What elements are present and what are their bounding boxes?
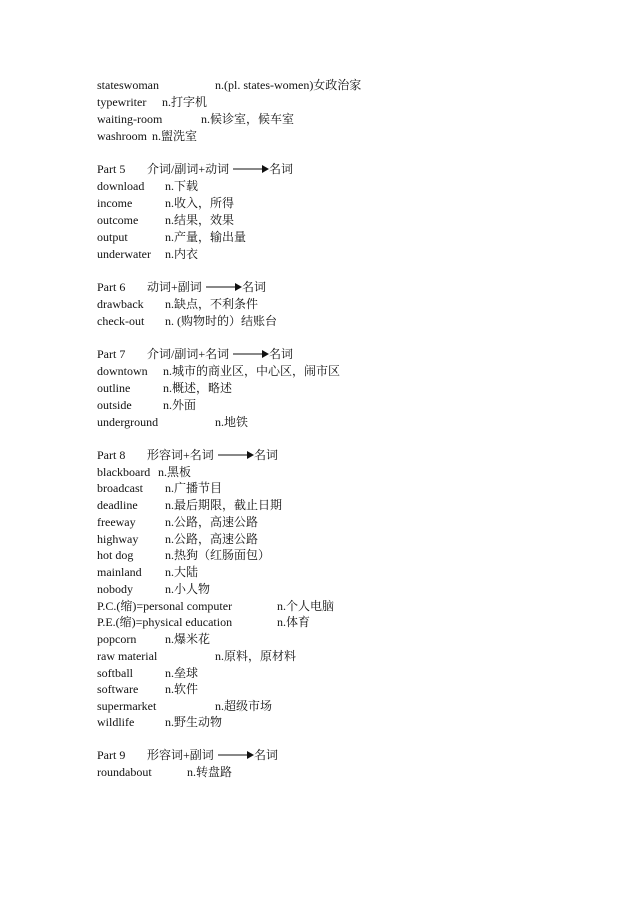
arrow-icon [206,282,242,292]
entry-term: freeway [97,515,136,529]
part-label: Part 8 [97,448,126,462]
part-result: 名词 [254,748,279,762]
entry-definition: n.热狗（红肠面包） [165,548,271,562]
part-heading [97,747,397,763]
entry-term: software [97,682,139,696]
entry-term: download [97,179,145,193]
entry-definition: n.野生动物 [165,715,223,729]
entry-term: underground [97,415,159,429]
entry-definition: n.盥洗室 [152,129,198,143]
entry-definition: n.打字机 [162,95,208,109]
entry-term: washroom [97,129,147,143]
part-formula: 形容词+名词 [147,448,214,462]
entry-definition: n.外面 [163,398,197,412]
part-label: Part 6 [97,280,126,294]
entry-term: outcome [97,213,139,227]
part-formula: 形容词+副词 [147,748,214,762]
entry-definition: n.转盘路 [187,765,233,779]
part-label: Part 9 [97,748,126,762]
entry-definition: n.产量，输出量 [165,230,247,244]
entry-definition: n.体育 [277,615,311,629]
entry-definition: n.个人电脑 [277,599,335,613]
entry-term: stateswoman [97,78,159,92]
part-formula: 动词+副词 [147,280,202,294]
part-label: Part 5 [97,162,126,176]
arrow-icon [218,750,254,760]
entry-term: nobody [97,582,133,596]
entry-definition: n.原料，原材料 [215,649,297,663]
entry-term: outline [97,381,131,395]
entry-term: underwater [97,247,151,261]
part-result: 名词 [254,448,279,462]
entry-term: deadline [97,498,138,512]
entry-definition: n.内衣 [165,247,199,261]
entry-term: softball [97,666,133,680]
entry-term: P.E.(缩)=physical education [97,615,233,629]
entry-definition: n.大陆 [165,565,199,579]
entry-definition: n.软件 [165,682,199,696]
entry-term: wildlife [97,715,135,729]
entry-definition: n.公路，高速公路 [165,515,259,529]
entry-definition: n.候诊室，候车室 [201,112,295,126]
entry-term: income [97,196,133,210]
entry-term: blackboard [97,465,151,479]
arrow-icon [233,164,269,174]
entry-term: check-out [97,314,145,328]
entry-definition: n.缺点，不利条件 [165,297,259,311]
entry-term: mainland [97,565,142,579]
entry-definition: n.小人物 [165,582,211,596]
entry-definition: n.超级市场 [215,699,273,713]
entry-definition: n.收入，所得 [165,196,235,210]
entry-term: outside [97,398,132,412]
part-result: 名词 [269,162,294,176]
part-heading [97,279,397,295]
entry-definition: n.(pl. states-women)女政治家 [215,78,362,92]
part-label: Part 7 [97,347,126,361]
entry-definition: n.结果，效果 [165,213,235,227]
entry-term: P.C.(缩)=personal computer [97,599,233,613]
entry-definition: n.地铁 [215,415,249,429]
entry-definition: n.概述，略述 [163,381,233,395]
entry-definition: n.城市的商业区，中心区，闹市区 [163,364,341,378]
entry-term: broadcast [97,481,143,495]
entry-definition: n.最后期限，截止日期 [165,498,283,512]
part-result: 名词 [242,280,267,294]
part-result: 名词 [269,347,294,361]
entry-definition: n.公路，高速公路 [165,532,259,546]
entry-term: output [97,230,128,244]
entry-term: highway [97,532,139,546]
entry-definition: n.广播节目 [165,481,223,495]
entry-term: downtown [97,364,148,378]
entry-term: supermarket [97,699,157,713]
entry-term: popcorn [97,632,137,646]
entry-term: waiting-room [97,112,163,126]
entry-definition: n.爆米花 [165,632,211,646]
entry-definition: n.下载 [165,179,199,193]
entry-term: roundabout [97,765,152,779]
arrow-icon [218,450,254,460]
part-formula: 介词/副词+名词 [147,347,230,361]
part-heading [97,161,397,177]
part-heading [97,447,397,463]
part-formula: 介词/副词+动词 [147,162,230,176]
part-heading [97,346,397,362]
entry-term: hot dog [97,548,134,562]
arrow-icon [233,349,269,359]
entry-term: drawback [97,297,144,311]
entry-definition: n.垒球 [165,666,199,680]
entry-term: raw material [97,649,158,663]
entry-definition: n.黑板 [158,465,192,479]
entry-term: typewriter [97,95,147,109]
entry-definition: n. (购物时的）结账台 [165,314,277,328]
